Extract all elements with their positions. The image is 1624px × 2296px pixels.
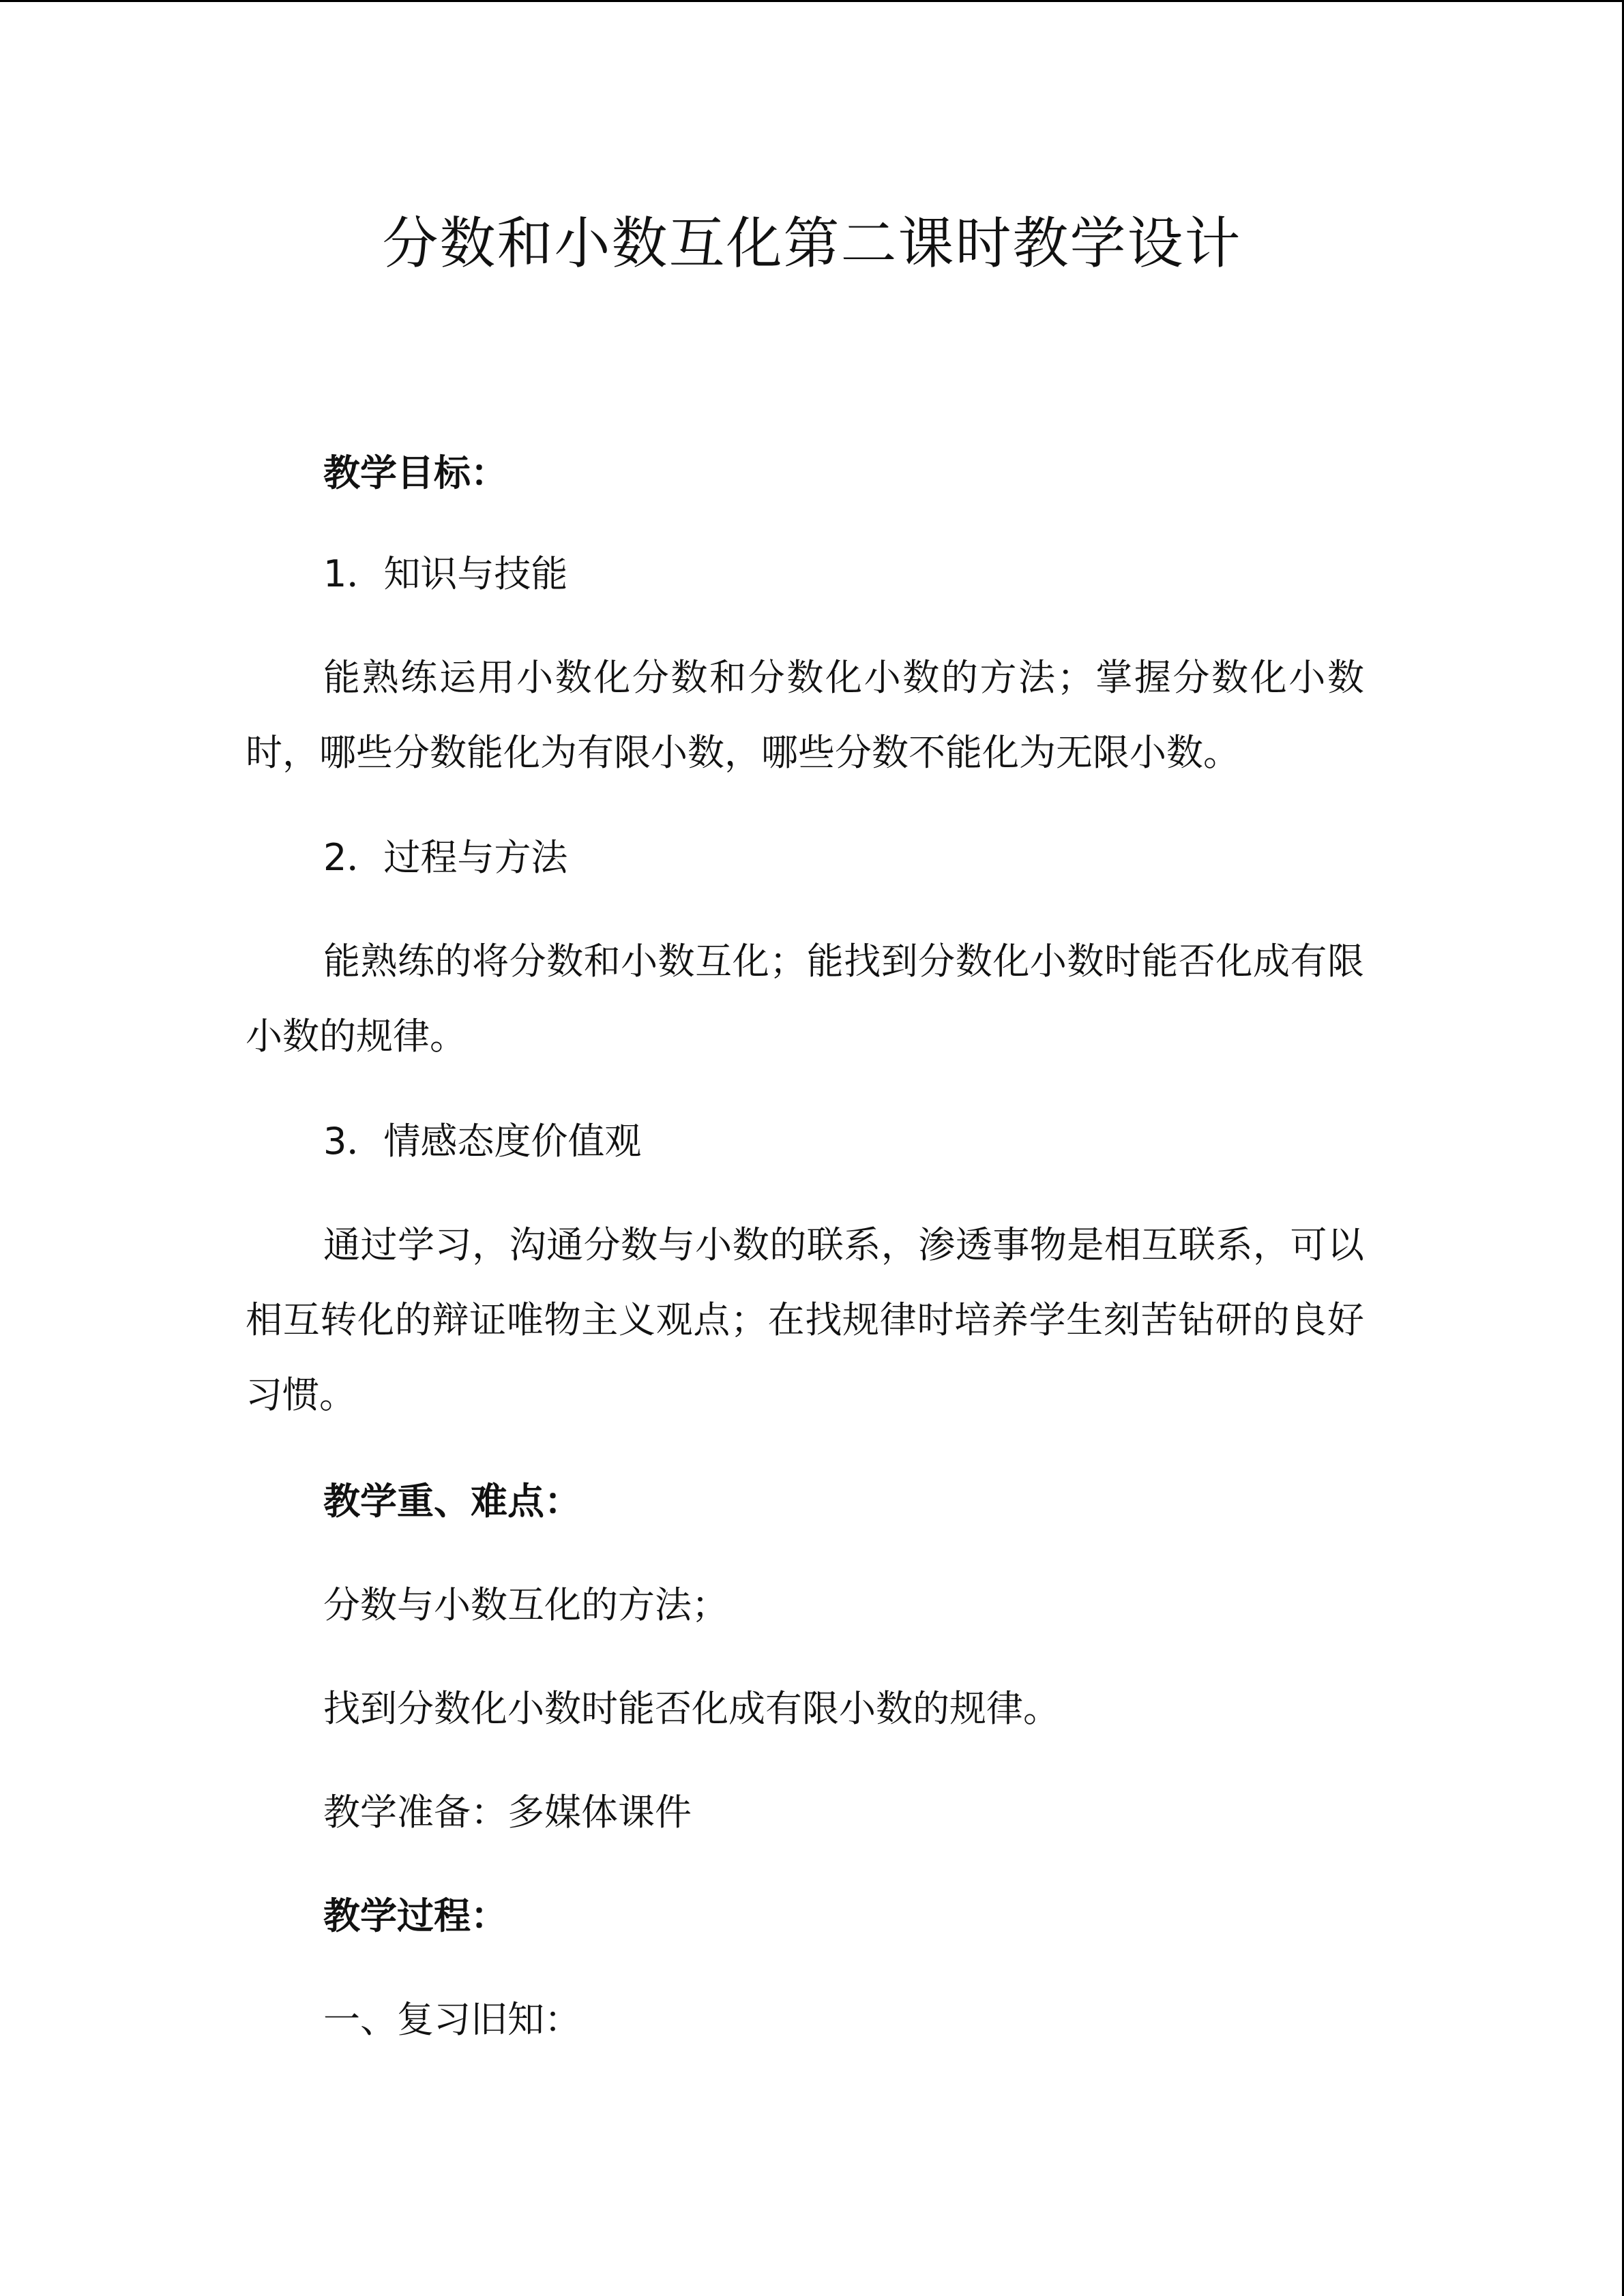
step-1-heading: 一、复习旧知： [323,1998,581,2041]
process-heading: 教学过程： [323,1894,507,1937]
page-title: 分数和小数互化第二课时教学设计 [382,211,1242,276]
objective-1-paragraph: 能熟练运用小数化分数和分数化小数的方法；掌握分数化小数时，哪些分数能化为有限小数，哪些分数不能化为无限小数。 [246,656,1364,774]
objective-1-heading: 1．知识与技能 [323,552,568,595]
objective-3-heading: 3．情感态度价值观 [323,1120,642,1163]
key-points-heading: 教学重、难点： [323,1480,581,1523]
preparation-line: 教学准备：多媒体课件 [323,1791,692,1834]
objective-2-paragraph: 能熟练的将分数和小数互化；能找到分数化小数时能否化成有限小数的规律。 [246,940,1364,1058]
key-point-1: 分数与小数互化的方法； [323,1583,728,1626]
objective-3-paragraph: 通过学习，沟通分数与小数的联系，渗透事物是相互联系，可以相互转化的辩证唯物主义观点；在找规律时培养学生刻苦钻研的良好习惯。 [246,1223,1364,1416]
objectives-heading: 教学目标： [323,451,507,494]
objective-2-heading: 2．过程与方法 [323,836,568,879]
key-point-2: 找到分数化小数时能否化成有限小数的规律。 [323,1687,1060,1730]
